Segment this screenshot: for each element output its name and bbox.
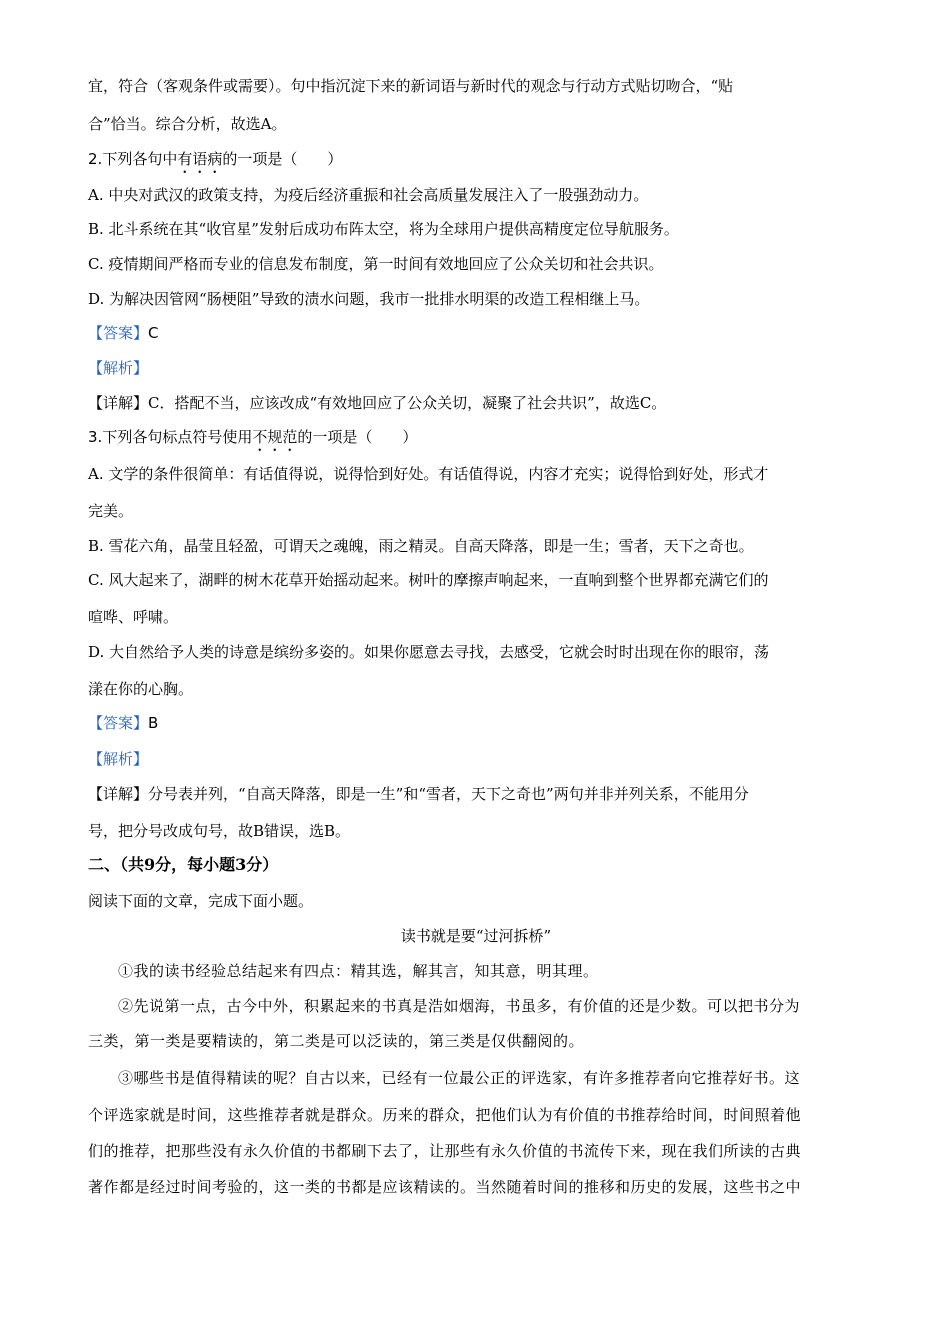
q2-stem <box>88 148 864 177</box>
q2-answer-value: C <box>148 324 159 342</box>
q2-detail-tag: 【详解】 <box>88 394 149 412</box>
q3-option-d-line-1: D. 大自然给予人类的诗意是缤纷多姿的。如果你愿意去寻找，去感受，它就会时时出现在你的眼帘，荡 <box>88 643 770 661</box>
q3-stem-pre: 下列各句标点符号使用 <box>102 428 253 446</box>
q3-option-d-line-2: 漾在你的心胸。 <box>88 680 194 698</box>
q3-analysis-tag: 【解析】 <box>88 750 149 768</box>
q2-answer <box>88 322 864 344</box>
q2-detail <box>88 392 864 414</box>
q3-option-c-line-1: C. 风大起来了，湖畔的树木花草开始摇动起来。树叶的摩擦声响起来，一直响到整个世界都充满它们的 <box>88 571 769 589</box>
q3-stem <box>88 426 864 455</box>
article-paragraph-2-line-2: 三类，第一类是要精读的，第二类是可以泛读的，第三类是仅供翻阅的。 <box>88 1032 585 1050</box>
q3-option-c-line-2: 喧哗、呼啸。 <box>88 608 179 626</box>
q2-option-d: D. 为解决因管网“肠梗阻”导致的渍水问题，我市一批排水明渠的改造工程相继上马。 <box>88 290 650 308</box>
q2-analysis-tag: 【解析】 <box>88 359 149 377</box>
q3-number: 3. <box>88 428 103 446</box>
q2-detail-text: C．搭配不当，应该改成“有效地回应了公众关切，凝聚了社会共识”，故选C。 <box>148 394 667 412</box>
q3-detail-text-1: 分号表并列，“自高天降落，即是一生”和“雪者，天下之奇也”两句并非并列关系，不能用分 <box>148 785 749 803</box>
q2-stem-emphasis: 有语病 <box>177 150 223 168</box>
q1-explanation-line-2: 合”恰当。综合分析，故选A。 <box>88 115 287 133</box>
q2-answer-tag: 【答案】 <box>88 324 149 342</box>
article-paragraph-3-line-2: 个评选家就是时间，这些推荐者就是群众。历来的群众，把他们认为有价值的书推荐给时间，时间照着他 <box>88 1106 802 1124</box>
section-heading: 二、（共9分，每小题3分） <box>88 855 279 874</box>
article-paragraph-3-line-1: ③哪些书是值得精读的呢？自古以来，已经有一位最公正的评选家，有许多推荐者向它推荐好书。这 <box>118 1069 801 1087</box>
q3-option-b: B. 雪花六角，晶莹且轻盈，可谓天之魂魄，雨之精灵。自高天降落，即是一生；雪者，天下之奇也。 <box>88 537 754 555</box>
q2-stem-post: 的一项是（ ） <box>222 150 343 168</box>
q3-option-a-line-2: 完美。 <box>88 502 134 520</box>
article-paragraph-2-line-1: ②先说第一点，古今中外，积累起来的书真是浩如烟海，书虽多，有价值的还是少数。可以把书分为 <box>118 997 801 1015</box>
q3-detail-tag: 【详解】 <box>88 785 149 803</box>
article-title: 读书就是要“过河拆桥” <box>400 927 552 945</box>
q3-answer-value: B <box>148 714 159 732</box>
q3-stem-post: 的一项是（ ） <box>297 428 418 446</box>
q2-number: 2. <box>88 150 103 168</box>
q3-detail-line-2: 号，把分号改成句号，故B错误，选B。 <box>88 822 351 840</box>
article-paragraph-3-line-3: 们的推荐，把那些没有永久价值的书都刷下去了，让那些有永久价值的书流传下来，现在我们所读的古典 <box>88 1142 802 1160</box>
q3-option-a-line-1: A. 文学的条件很简单：有话值得说，说得恰到好处。有话值得说，内容才充实；说得恰到好处，形式才 <box>88 465 769 483</box>
q3-answer-tag: 【答案】 <box>88 714 149 732</box>
q2-stem-pre: 下列各句中 <box>102 150 178 168</box>
q3-stem-emphasis: 不规范 <box>252 428 298 446</box>
article-paragraph-1: ①我的读书经验总结起来有四点：精其选，解其言，知其意，明其理。 <box>118 962 599 980</box>
q1-explanation-line-1: 宜，符合（客观条件或需要）。句中指沉淀下来的新词语与新时代的观念与行动方式贴切吻合，“贴 <box>88 77 734 95</box>
q2-option-a: A. 中央对武汉的政策支持，为疫后经济重振和社会高质量发展注入了一股强劲动力。 <box>88 186 649 204</box>
article-paragraph-3-line-4: 著作都是经过时间考验的，这一类的书都是应该精读的。当然随着时间的推移和历史的发展，这些书之中 <box>88 1178 802 1196</box>
reading-instruction: 阅读下面的文章，完成下面小题。 <box>88 892 314 910</box>
q2-option-c: C. 疫情期间严格而专业的信息发布制度，第一时间有效地回应了公众关切和社会共识。 <box>88 255 664 273</box>
q3-answer <box>88 712 864 734</box>
q2-option-b: B. 北斗系统在其“收官星”发射后成功布阵太空，将为全球用户提供高精度定位导航服务。 <box>88 220 679 238</box>
q3-detail-line-1 <box>88 783 864 805</box>
